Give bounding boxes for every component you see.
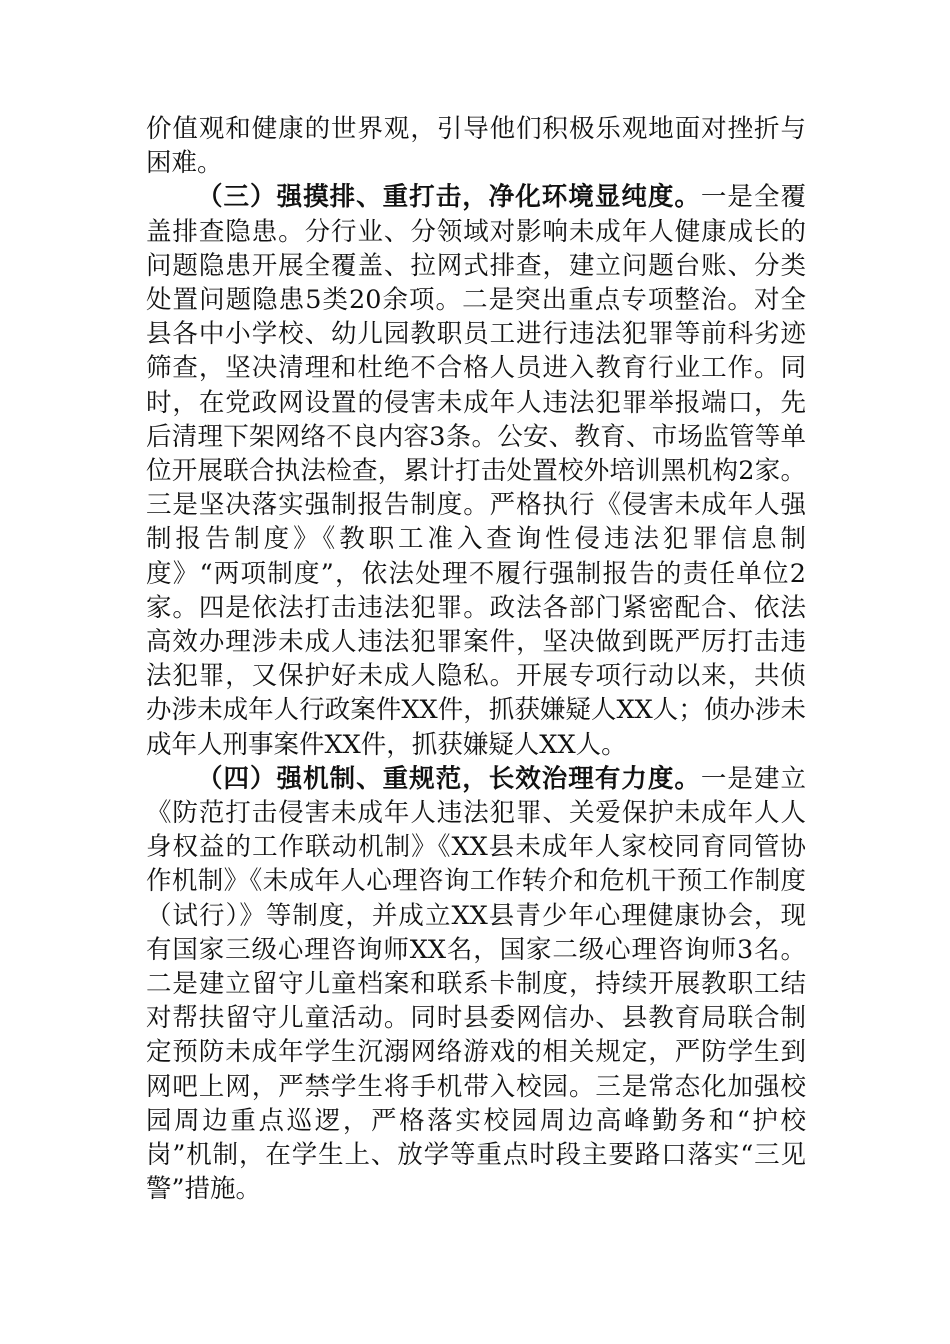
paragraph-continuation [146, 112, 806, 180]
paragraph-body: 一是全覆盖排查隐患。分行业、分领域对影响未成年人健康成长的问题隐患开展全覆盖、拉网式排查，建立问题台账、分类处置问题隐患5类20余项。二是突出重点专项整治。对全县各中小学校、幼儿园教职员工进行违法犯罪等前科劣迹筛查，坚决清理和杜绝不合格人员进入教育行业工作。同时，在党政网设置的侵害未成年人违法犯罪举报端口，先后清理下架网络不良内容3条。公安、教育、市场监管等单位开展联合执法检查，累计打击处置校外培训黑机构2家。三是坚决落实强制报告制度。严格执行《侵害未成年人强制报告制度》《教职工准入查询性侵违法犯罪信息制度》“两项制度”，依法处理不履行强制报告的责任单位2家。四是依法打击违法犯罪。政法各部门紧密配合、依法高效办理涉未成人违法犯罪案件，坚决做到既严厉打击违法犯罪，又保护好未成人隐私。开展专项行动以来，共侦办涉未成年人行政案件XX件，抓获嫌疑人XX人；侦办涉未成年人刑事案件XX件，抓获嫌疑人XX人。 [146, 182, 806, 760]
paragraph-section-four [146, 762, 806, 1207]
paragraph-body: 价值观和健康的世界观，引导他们积极乐观地面对挫折与困难。 [146, 114, 806, 179]
paragraph-body: 一是建立《防范打击侵害未成年人违法犯罪、关爱保护未成年人人身权益的工作联动机制》《XX县未成年人家校同育同管协作机制》《未成年人心理咨询工作转介和危机干预工作制度（试行）》等制度，并成立XX县青少年心理健康协会，现有国家三级心理咨询师XX名，国家二级心理咨询师3名。二是建立留守儿童档案和联系卡制度，持续开展教职工结对帮扶留守儿童活动。同时县委网信办、县教育局联合制定预防未成年学生沉溺网络游戏的相关规定，严防学生到网吧上网，严禁学生将手机带入校园。三是常态化加强校园周边重点巡逻，严格落实校园周边高峰勤务和“护校岗”机制，在学生上、放学等重点时段主要路口落实“三见警”措施。 [146, 763, 806, 1205]
document-body [146, 112, 806, 1207]
paragraph-section-three [146, 180, 806, 761]
section-heading-three: （三）强摸排、重打击，净化环境显纯度。 [197, 182, 701, 213]
section-heading-four: （四）强机制、重规范，长效治理有力度。 [197, 763, 701, 794]
